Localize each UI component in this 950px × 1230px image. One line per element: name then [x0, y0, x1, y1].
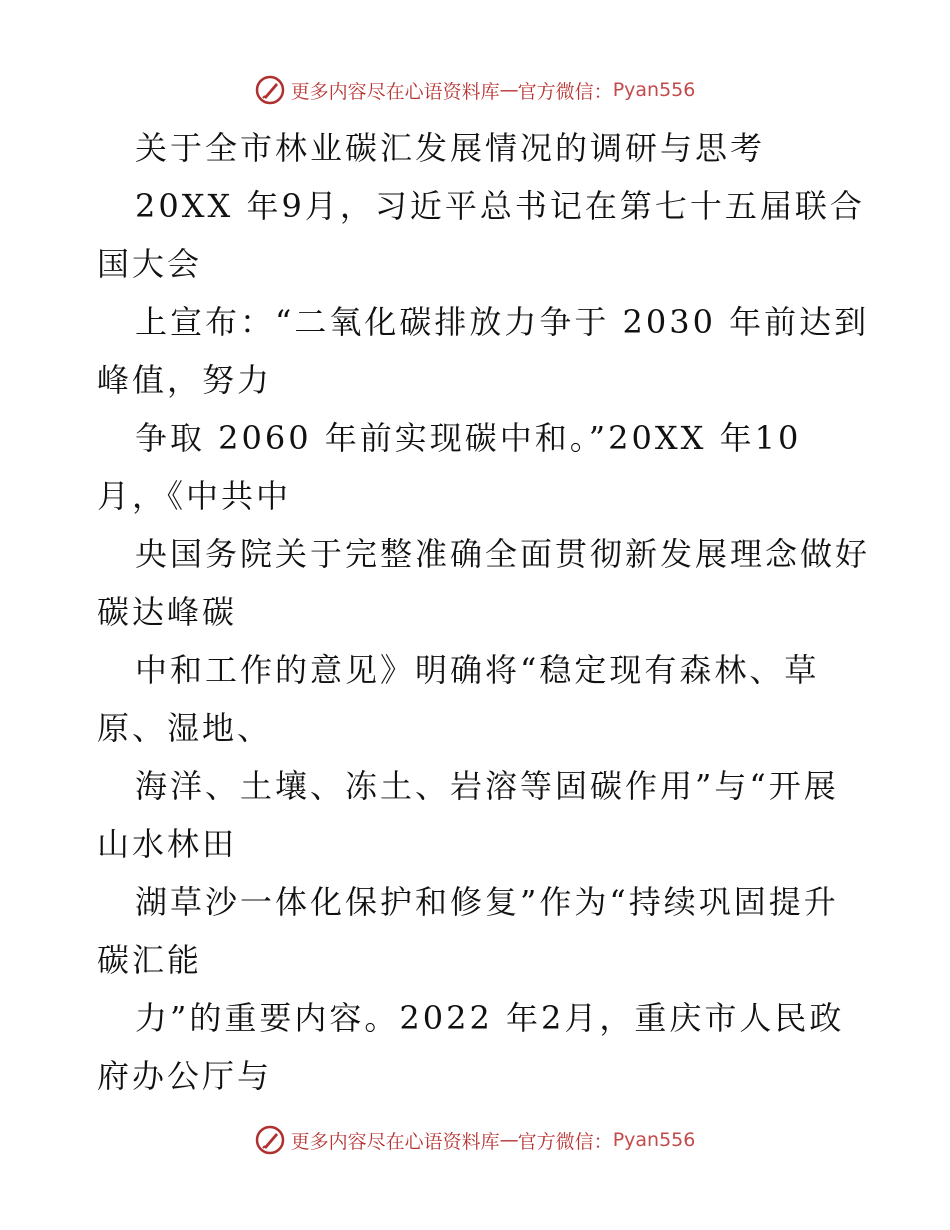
text-line: 20XX 年9月，习近平总书记在第七十五届联合	[135, 187, 865, 225]
text-line: 海洋、土壤、冻土、岩溶等固碳作用”与“开展	[135, 767, 839, 805]
text-line: 中和工作的意见》明确将“稳定现有森林、草	[135, 651, 820, 689]
text-line: 碳汇能	[97, 941, 203, 979]
header-watermark	[0, 70, 950, 110]
text-line: 国大会	[97, 245, 203, 283]
text-line: 月，《中共中	[97, 477, 292, 515]
watermark-wechat-id: Pyan556	[612, 1129, 696, 1151]
quill-logo-icon	[255, 75, 285, 105]
text-line: 山水林田	[97, 825, 238, 863]
text-line: 湖草沙一体化保护和修复”作为“持续巩固提升	[135, 883, 839, 921]
footer-watermark	[0, 1120, 950, 1160]
watermark-wechat-id: Pyan556	[612, 79, 696, 101]
text-line: 碳达峰碳	[97, 593, 238, 631]
text-line: 上宣布：“二氧化碳排放力争于 2030 年前达到	[135, 303, 870, 341]
text-line: 力”的重要内容。2022 年2月，重庆市人民政	[135, 999, 845, 1037]
document-title: 关于全市林业碳汇发展情况的调研与思考	[135, 129, 766, 167]
quill-logo-icon	[255, 1125, 285, 1155]
watermark-dash: —	[499, 79, 518, 101]
text-line: 峰值，努力	[97, 361, 273, 399]
watermark-dash: —	[499, 1129, 518, 1151]
watermark-official-label: 官方微信：	[517, 1130, 613, 1153]
text-line: 争取 2060 年前实现碳中和。”20XX 年10	[135, 419, 802, 457]
watermark-text: 更多内容尽在心语资料库	[290, 1130, 500, 1153]
watermark-official-label: 官方微信：	[517, 80, 613, 103]
text-line: 原、湿地、	[97, 709, 273, 747]
watermark-text: 更多内容尽在心语资料库	[290, 80, 500, 103]
text-line: 央国务院关于完整准确全面贯彻新发展理念做好	[135, 535, 871, 573]
text-line: 府办公厅与	[97, 1057, 273, 1095]
